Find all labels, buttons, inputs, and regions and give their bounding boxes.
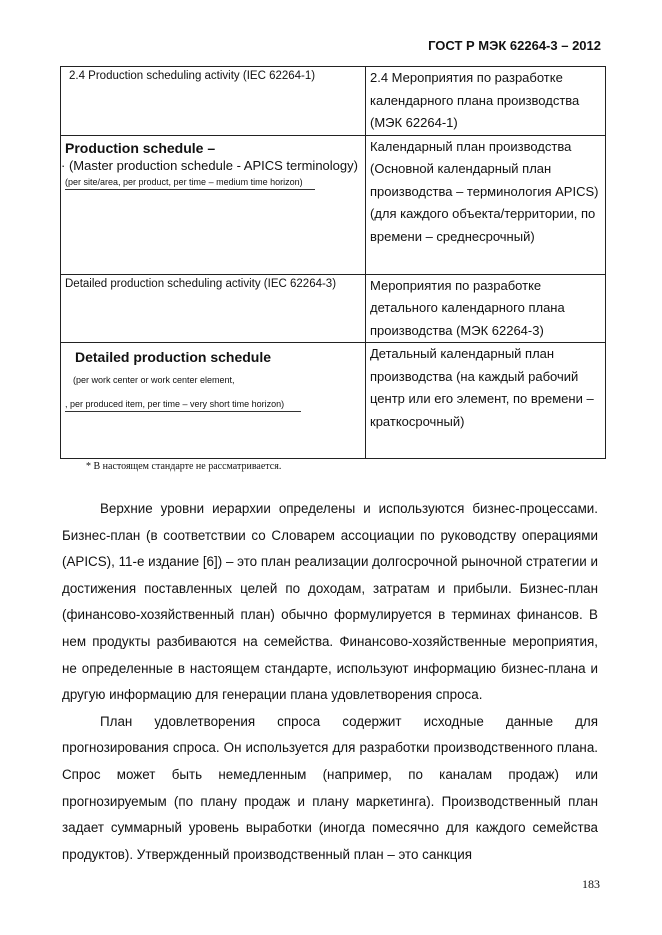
table-row: [61, 67, 606, 136]
table-row: [61, 274, 606, 343]
table-row: [61, 343, 606, 459]
english-note: (per site/area, per product, per time – medium time horizon): [65, 176, 303, 187]
russian-cell: 2.4 Мероприятия по разработке календарного плана производства (МЭК 62264-1): [366, 67, 606, 136]
english-text: 2.4 Production scheduling activity (IEC 62264-1): [69, 70, 316, 82]
english-note: , per produced item, per time – very short time horizon): [65, 399, 285, 409]
document-header: ГОСТ Р МЭК 62264-3 – 2012: [428, 38, 601, 53]
body-text: [62, 496, 598, 868]
activity-table: [60, 66, 606, 459]
table-row: [61, 135, 606, 274]
underline-rule: [65, 187, 315, 190]
english-cell: [61, 135, 366, 274]
english-text: Detailed production scheduling activity (IEC 62264-3): [65, 277, 337, 290]
russian-cell: Мероприятия по разработке детального календарного плана производства (МЭК 62264-3): [366, 274, 606, 343]
paragraph: План удовлетворения спроса содержит исходные данные для прогнозирования спроса. Он используется для разработки производственного плана. Спрос может быть немедленным (например, по каналам продаж) или прогнозируемым (по плану продаж и плану маркетинга). Производственный план задает суммарный уровень выработки (иногда помесячно для каждого семейства продуктов). Утвержденный производственный план – это санкция: [62, 713, 598, 862]
english-cell: [61, 274, 366, 343]
english-subtitle: · (Master production schedule - APICS terminology): [61, 157, 358, 173]
underline-rule: [65, 409, 301, 412]
english-cell: [61, 343, 366, 459]
table-footnote: * В настоящем стандарте не рассматривается.: [86, 461, 282, 472]
russian-cell: Детальный календарный план производства (на каждый рабочий центр или его элемент, по времени – краткосрочный): [366, 343, 606, 459]
paragraph: Верхние уровни иерархии определены и используются бизнес-процессами. Бизнес-план (в соответствии со Словарем ассоциации по руководству операциями (APICS), 11-е издание [6]) – это план реализации долгосрочной рыночной стратегии и достижения поставленных целей по доходам, затратам и прибыли. Бизнес-план (финансово-хозяйственный план) обычно формулируется в терминах финансов. В нем продукты разбиваются на семейства. Финансово-хозяйственные мероприятия, не определенные в настоящем стандарте, используют информацию бизнес-плана и другую информацию для генерации плана удовлетворения спроса.: [62, 501, 598, 703]
english-title: Detailed production schedule: [75, 349, 272, 365]
english-title: Production schedule –: [65, 139, 216, 156]
page-number: 183: [582, 877, 600, 891]
english-note: (per work center or work center element,: [73, 375, 235, 385]
russian-cell: Календарный план производства (Основной календарный план производства – терминология APICS) (для каждого объекта/территории, по времени – среднесрочный): [366, 135, 606, 274]
english-cell: [61, 67, 366, 136]
